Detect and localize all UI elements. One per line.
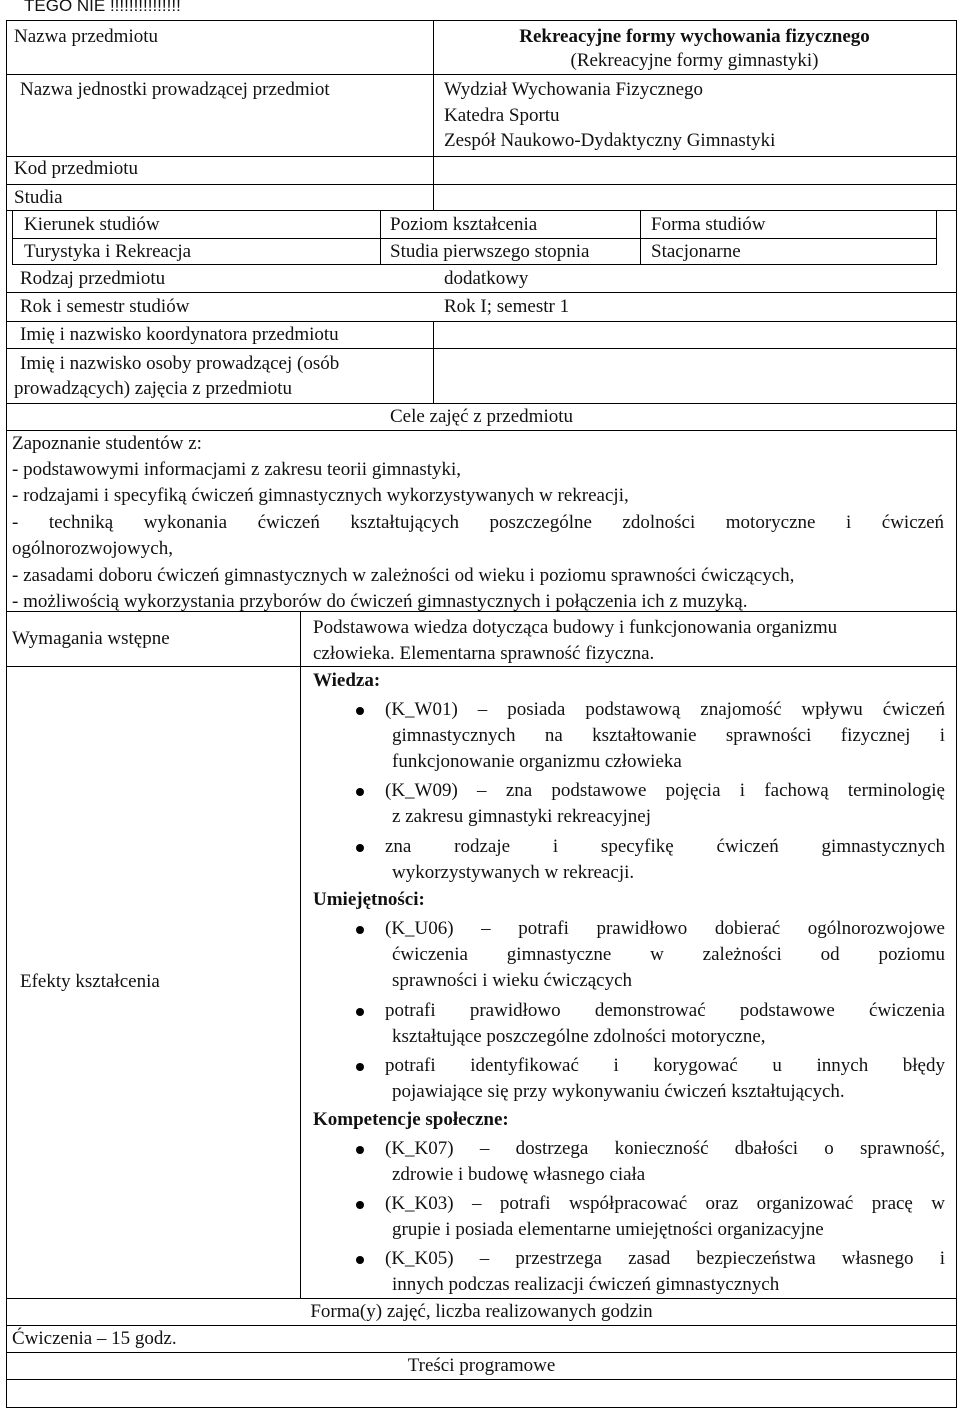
studies-header-level: Poziom kształcenia: [390, 214, 538, 235]
competences-item-line: (K_K07) – dostrzega konieczność dbałości o sprawność,: [385, 1138, 945, 1159]
skills-item-line: potrafi prawidłowo demonstrować podstawowe ćwiczenia: [385, 1000, 945, 1021]
skills-item-line: pojawiające się przy wykonywaniu ćwiczeń kształtujących.: [392, 1081, 845, 1102]
instructors-label-line: Imię i nazwisko osoby prowadzącej (osób: [20, 353, 340, 374]
skills-item-line: potrafi identyfikować i korygować u innych błędy: [385, 1055, 945, 1076]
goal-item: - możliwością wykorzystania przyborów do ćwiczeń gimnastycznych i połączenia ich z muzyką.: [12, 591, 748, 612]
studies-field-value: Turystyka i Rekreacja: [24, 241, 192, 262]
skills-item-line: sprawności i wieku ćwiczących: [392, 970, 633, 991]
knowledge-item-line: zna rodzaje i specyfikę ćwiczeń gimnastycznych: [385, 836, 945, 857]
studies-form-value: Stacjonarne: [651, 241, 741, 262]
outcomes-label: Efekty kształcenia: [20, 971, 160, 992]
studies-label: Studia: [14, 187, 63, 208]
coordinator-label: Imię i nazwisko koordynatora przedmiotu: [20, 324, 339, 345]
competences-item-line: zdrowie i budowę własnego ciała: [392, 1164, 646, 1185]
skills-item-line: ćwiczenia gimnastyczne w zależności od poziomu: [392, 944, 945, 965]
unit-line: Wydział Wychowania Fizycznego: [444, 79, 704, 100]
knowledge-heading: Wiedza:: [313, 670, 381, 691]
goal-item: ogólnorozwojowych,: [12, 538, 173, 559]
bullet-icon: [356, 788, 364, 796]
unit-line: Zespół Naukowo-Dydaktyczny Gimnastyki: [444, 130, 776, 151]
goals-intro: Zapoznanie studentów z:: [12, 433, 202, 454]
knowledge-item-line: funkcjonowanie organizmu człowieka: [392, 751, 682, 772]
bullet-icon: [356, 707, 364, 715]
skills-item-line: kształtujące poszczególne zdolności motoryczne,: [392, 1026, 766, 1047]
competences-item-line: (K_K05) – przestrzega zasad bezpieczeństwa własnego i: [385, 1248, 945, 1269]
competences-item-line: grupie i posiada elementarne umiejętności organizacyjne: [392, 1219, 824, 1240]
course-subtitle: (Rekreacyjne formy gimnastyki): [570, 50, 819, 71]
header-note: TEGO NIE !!!!!!!!!!!!!!!: [24, 0, 181, 15]
studies-header-form: Forma studiów: [651, 214, 766, 235]
knowledge-item-line: (K_W09) – zna podstawowe pojęcia i fachową terminologię: [385, 780, 945, 801]
bullet-icon: [356, 1256, 364, 1264]
course-type-label: Rodzaj przedmiotu: [20, 268, 166, 289]
course-type-value: dodatkowy: [444, 268, 529, 289]
prerequisites-line: człowieka. Elementarna sprawność fizyczna.: [313, 643, 655, 664]
goals-heading: Cele zajęć z przedmiotu: [389, 406, 574, 427]
goal-item: - rodzajami i specyfiką ćwiczeń gimnastycznych wykorzystywanych w rekreacji,: [12, 485, 629, 506]
bullet-icon: [356, 1063, 364, 1071]
goal-item: - zasadami doboru ćwiczeń gimnastycznych w zależności od wieku i poziomu sprawności ćwiczących,: [12, 565, 795, 586]
goal-item: - techniką wykonania ćwiczeń kształtujących poszczególne zdolności motoryczne i ćwiczeń: [12, 512, 944, 533]
unit-line: Katedra Sportu: [444, 105, 560, 126]
knowledge-item-line: gimnastycznych na kształtowanie sprawności fizycznej i: [392, 725, 945, 746]
goal-item: - podstawowymi informacjami z zakresu teorii gimnastyki,: [12, 459, 462, 480]
competences-item-line: innych podczas realizacji ćwiczeń gimnastycznych: [392, 1274, 780, 1295]
instructors-label-line: prowadzących) zajęcia z przedmiotu: [14, 378, 292, 399]
unit-label: Nazwa jednostki prowadzącej przedmiot: [20, 79, 330, 100]
knowledge-item-line: z zakresu gimnastyki rekreacyjnej: [392, 806, 652, 827]
forms-value: Ćwiczenia – 15 godz.: [12, 1328, 177, 1349]
bullet-icon: [356, 1146, 364, 1154]
bullet-icon: [356, 844, 364, 852]
competences-item-line: (K_K03) – potrafi współpracować oraz organizować pracę w: [385, 1193, 945, 1214]
forms-heading: Forma(y) zajęć, liczba realizowanych godzin: [310, 1301, 653, 1322]
bullet-icon: [356, 1008, 364, 1016]
skills-item-line: (K_U06) – potrafi prawidłowo dobierać ogólnorozwojowe: [385, 918, 945, 939]
competences-heading: Kompetencje społeczne:: [313, 1109, 509, 1130]
knowledge-item-line: wykorzystywanych w rekreacji.: [392, 862, 635, 883]
course-code-label: Kod przedmiotu: [14, 158, 139, 179]
studies-header-field: Kierunek studiów: [24, 214, 160, 235]
course-title: Rekreacyjne formy wychowania fizycznego: [519, 26, 870, 47]
prerequisites-line: Podstawowa wiedza dotycząca budowy i funkcjonowania organizmu: [313, 617, 838, 638]
studies-level-value: Studia pierwszego stopnia: [390, 241, 590, 262]
year-semester-value: Rok I; semestr 1: [444, 296, 570, 317]
content-heading: Treści programowe: [407, 1355, 556, 1376]
skills-heading: Umiejętności:: [313, 889, 425, 910]
bullet-icon: [356, 1201, 364, 1209]
year-semester-label: Rok i semestr studiów: [20, 296, 190, 317]
course-name-label: Nazwa przedmiotu: [14, 26, 159, 47]
bullet-icon: [356, 926, 364, 934]
knowledge-item-line: (K_W01) – posiada podstawową znajomość wpływu ćwiczeń: [385, 699, 945, 720]
prerequisites-label: Wymagania wstępne: [12, 628, 170, 649]
